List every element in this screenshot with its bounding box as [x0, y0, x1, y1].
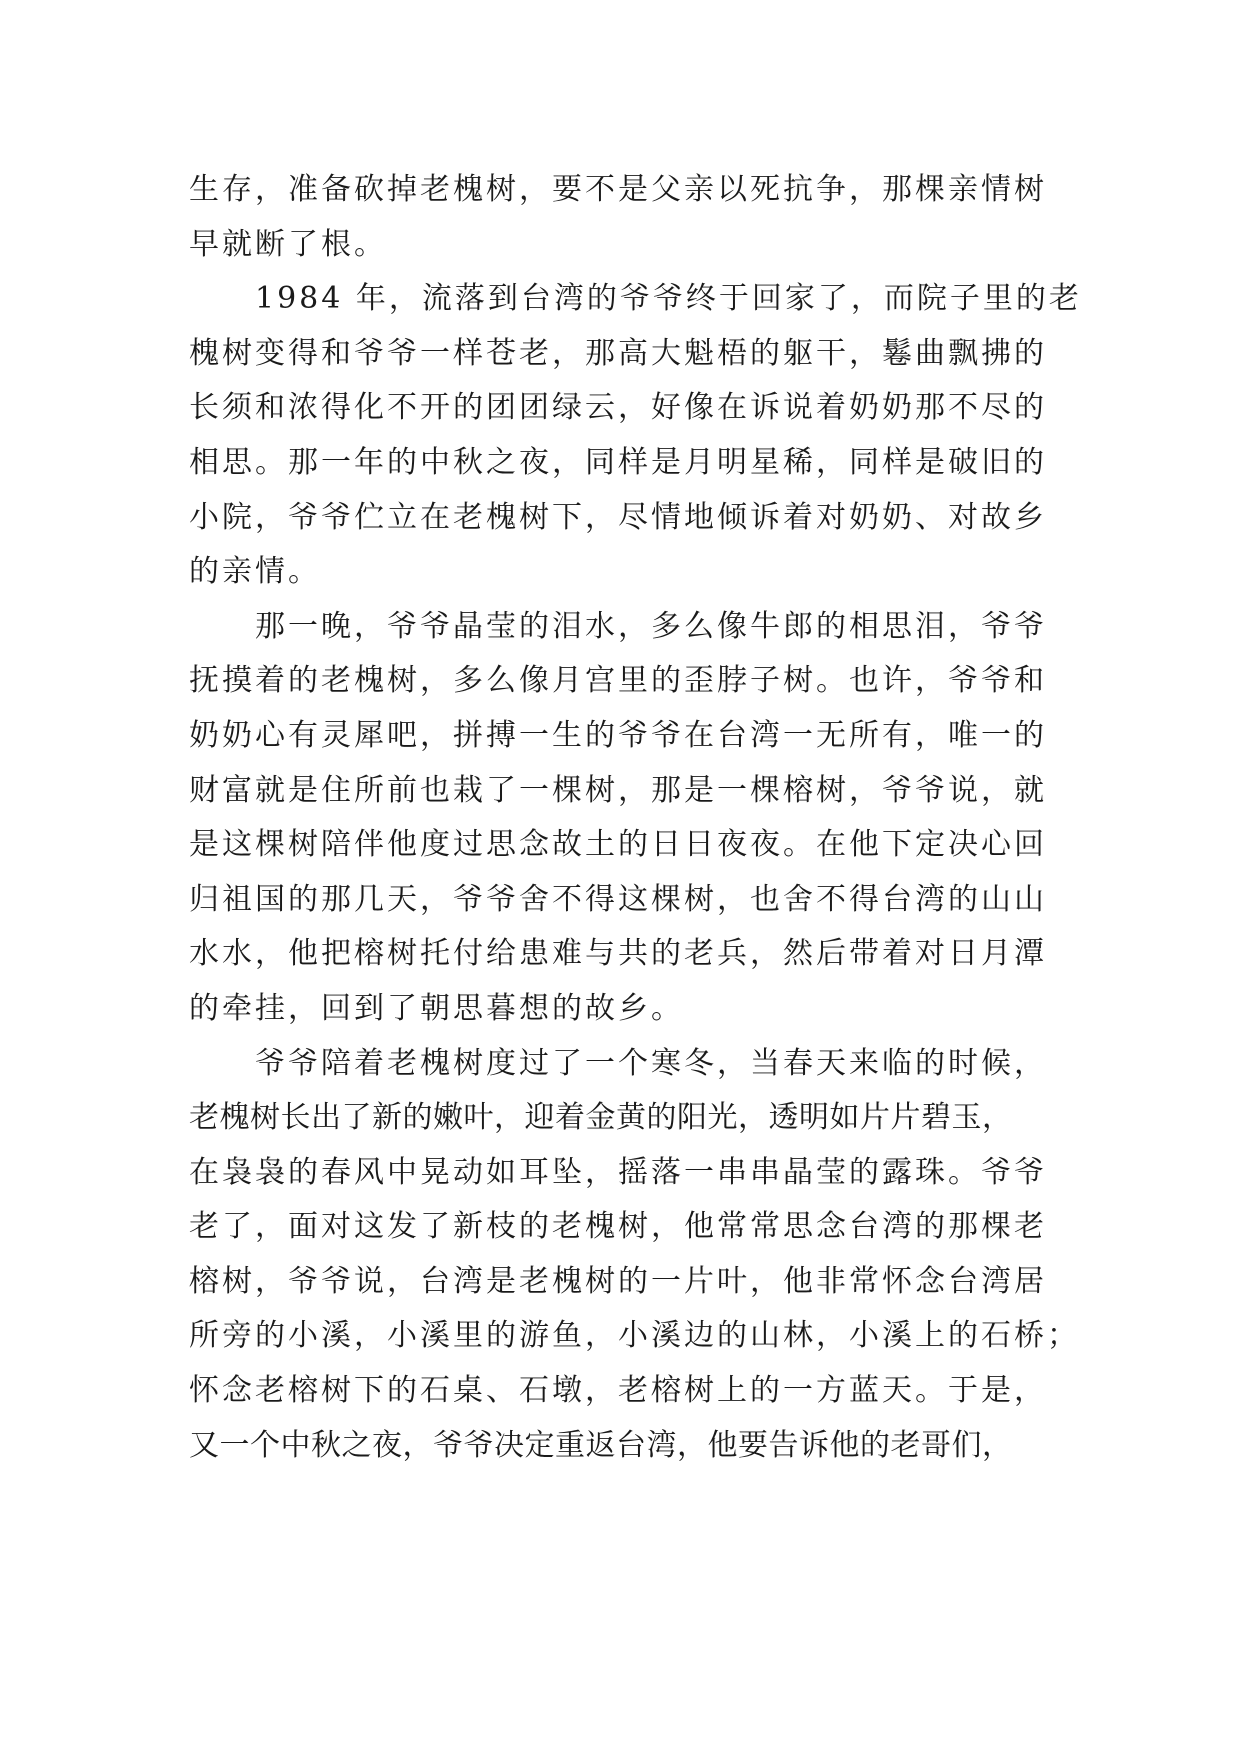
text-line: 水水，他把榕树托付给患难与共的老兵，然后带着对日月潭 [189, 936, 1047, 972]
text-line: 老槐树长出了新的嫩叶，迎着金黄的阳光，透明如片片碧玉， [189, 1100, 1013, 1136]
text-line: 的亲情。 [189, 554, 321, 590]
text-line: 那一晚，爷爷晶莹的泪水，多么像牛郎的相思泪，爷爷 [189, 608, 1047, 644]
text-line: 槐树变得和爷爷一样苍老，那高大魁梧的躯干，鬈曲飘拂的 [189, 335, 1047, 371]
text-line: 生存，准备砍掉老槐树，要不是父亲以死抗争，那棵亲情树 [189, 172, 1047, 207]
text-line: 早就断了根。 [189, 226, 387, 262]
text-line: 抚摸着的老槐树，多么像月宫里的歪脖子树。也许，爷爷和 [189, 663, 1047, 699]
text-line: 1984 年，流落到台湾的爷爷终于回家了，而院子里的老 [189, 281, 1082, 317]
text-line: 在袅袅的春风中晃动如耳坠，摇落一串串晶莹的露珠。爷爷 [189, 1154, 1047, 1190]
text-line: 老了，面对这发了新枝的老槐树，他常常思念台湾的那棵老 [189, 1209, 1047, 1245]
text-line: 归祖国的那几天，爷爷舍不得这棵树，也舍不得台湾的山山 [189, 881, 1047, 917]
body-text [189, 163, 1082, 1473]
text-line: 的牵挂，回到了朝思暮想的故乡。 [189, 990, 684, 1026]
text-line: 所旁的小溪，小溪里的游鱼，小溪边的山林，小溪上的石桥； [189, 1318, 1080, 1354]
text-line: 财富就是住所前也栽了一棵树，那是一棵榕树，爷爷说，就 [189, 772, 1047, 808]
text-line: 长须和浓得化不开的团团绿云，好像在诉说着奶奶那不尽的 [189, 390, 1047, 426]
text-line: 小院，爷爷伫立在老槐树下，尽情地倾诉着对奶奶、对故乡 [189, 499, 1047, 535]
text-line: 相思。那一年的中秋之夜，同样是月明星稀，同样是破旧的 [189, 444, 1047, 480]
text-line: 榕树，爷爷说，台湾是老槐树的一片叶，他非常怀念台湾居 [189, 1263, 1047, 1299]
text-line: 奶奶心有灵犀吧，拼搏一生的爷爷在台湾一无所有，唯一的 [189, 717, 1047, 753]
text-line: 怀念老榕树下的石桌、石墩，老榕树上的一方蓝天。于是， [189, 1373, 1047, 1409]
text-line: 是这棵树陪伴他度过思念故土的日日夜夜。在他下定决心回 [189, 827, 1047, 863]
text-line: 又一个中秋之夜，爷爷决定重返台湾，他要告诉他的老哥们， [189, 1427, 1013, 1463]
text-line: 爷爷陪着老槐树度过了一个寒冬，当春天来临的时候， [189, 1045, 1047, 1081]
